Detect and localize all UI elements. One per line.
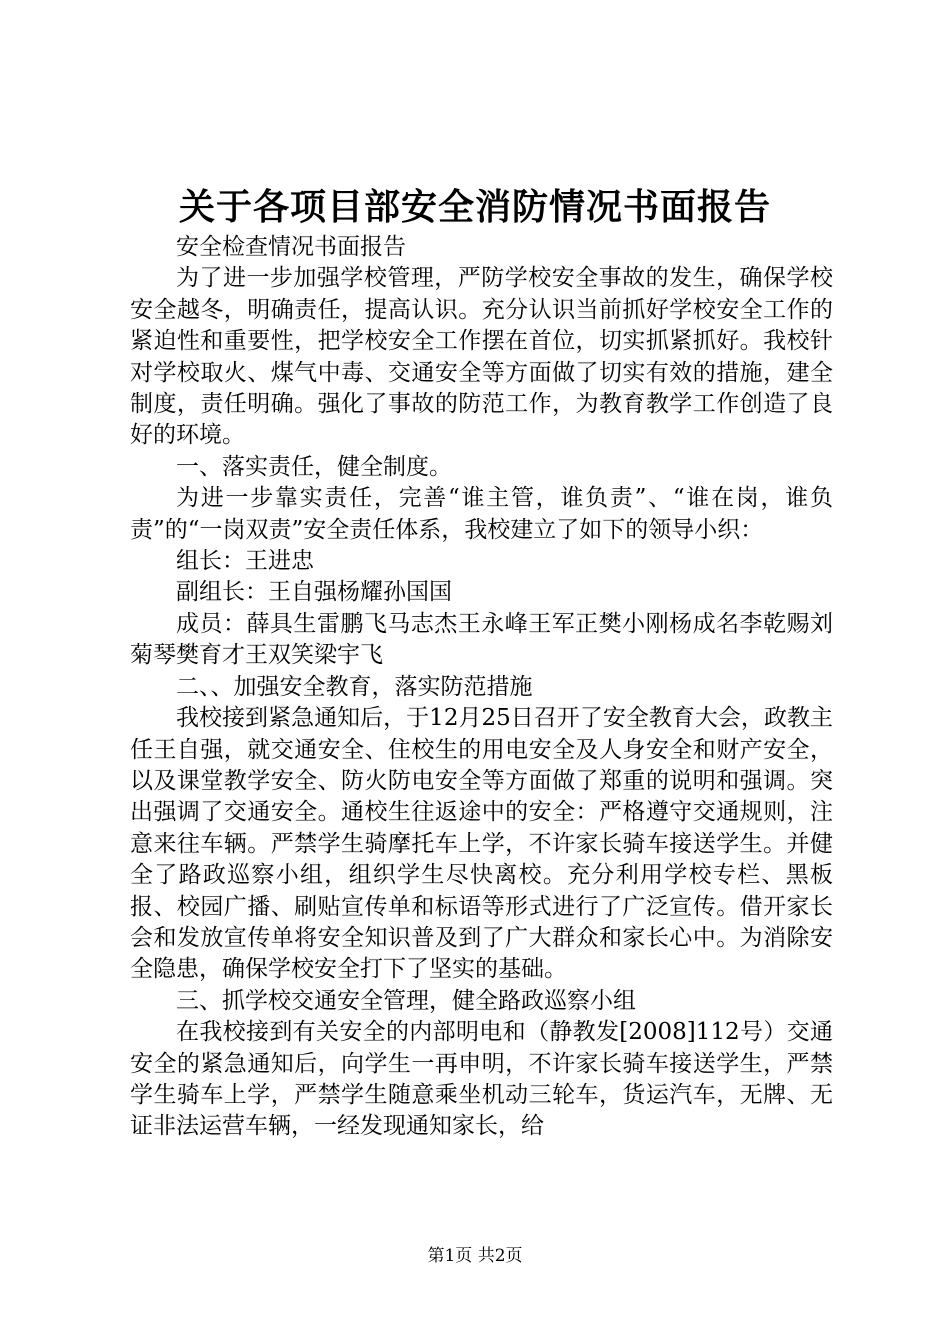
section-heading-2: 二、、加强安全教育，落实防范措施 <box>176 673 533 700</box>
paragraph-traffic: 在我校接到有关安全的内部明电和（静教发[2008]112号）交通安全的紧急通知后，向学生一再申明，不许家长骑车接送学生，严禁学生骑车上学，严禁学生随意乘坐机动三轮车，货运汽车，无牌、无证非法运营车辆，一经发现通知家长，给 <box>130 1019 833 1140</box>
section-heading-1: 一、落实责任，健全制度。 <box>176 453 452 480</box>
paragraph-responsibility: 为进一步靠实责任，完善“谁主管，谁负责”、“谁在岗，谁负责”的“一岗双责”安全责任体系，我校建立了如下的领导小织： <box>130 485 833 543</box>
paragraph-education: 我校接到紧急通知后，于12月25日召开了安全教育大会，政教主任王自强，就交通安全、住校生的用电安全及人身安全和财产安全，以及课堂教学安全、防火防电安全等方面做了郑重的说明和强调。突出强调了交通安全。通校生往返途中的安全：严格遵守交通规则，注意来往车辆。严禁学生骑摩托车上学，不许家长骑车接送学生。并健全了路政巡察小组，组织学生尽快离校。充分利用学校专栏、黑板报、校园广播、刷贴宣传单和标语等形式进行了广泛宣传。借开家长会和发放宣传单将安全知识普及到了广大群众和家长心中。为消除安全隐患，确保学校安全打下了坚实的基础。 <box>130 705 833 983</box>
paragraph-deputy-leader: 副组长：王自强杨耀孙国国 <box>176 579 452 606</box>
paragraph-intro: 为了进一步加强学校管理，严防学校安全事故的发生，确保学校安全越冬，明确责任，提高认识。充分认识当前抓好学校安全工作的紧迫性和重要性，把学校安全工作摆在首位，切实抓紧抓好。我校针对学校取火、煤气中毒、交通安全等方面做了切实有效的措施，建全制度，责任明确。强化了事故的防范工作，为教育教学工作创造了良好的环境。 <box>130 265 833 449</box>
paragraph-group-leader: 组长：王进忠 <box>176 548 314 575</box>
page-footer: 第1页 共2页 <box>427 1246 523 1266</box>
paragraph-members: 成员：薛具生雷鹏飞马志杰王永峰王军正樊小刚杨成名李乾赐刘菊琴樊育才王双笑梁宇飞 <box>130 610 833 669</box>
document-body <box>130 232 833 1143</box>
document-title: 关于各项目部安全消防情况书面报告 <box>178 187 771 228</box>
section-heading-3: 三、抓学校交通安全管理，健全路政巡察小组 <box>176 987 636 1014</box>
paragraph-subtitle: 安全检查情况书面报告 <box>176 234 406 260</box>
